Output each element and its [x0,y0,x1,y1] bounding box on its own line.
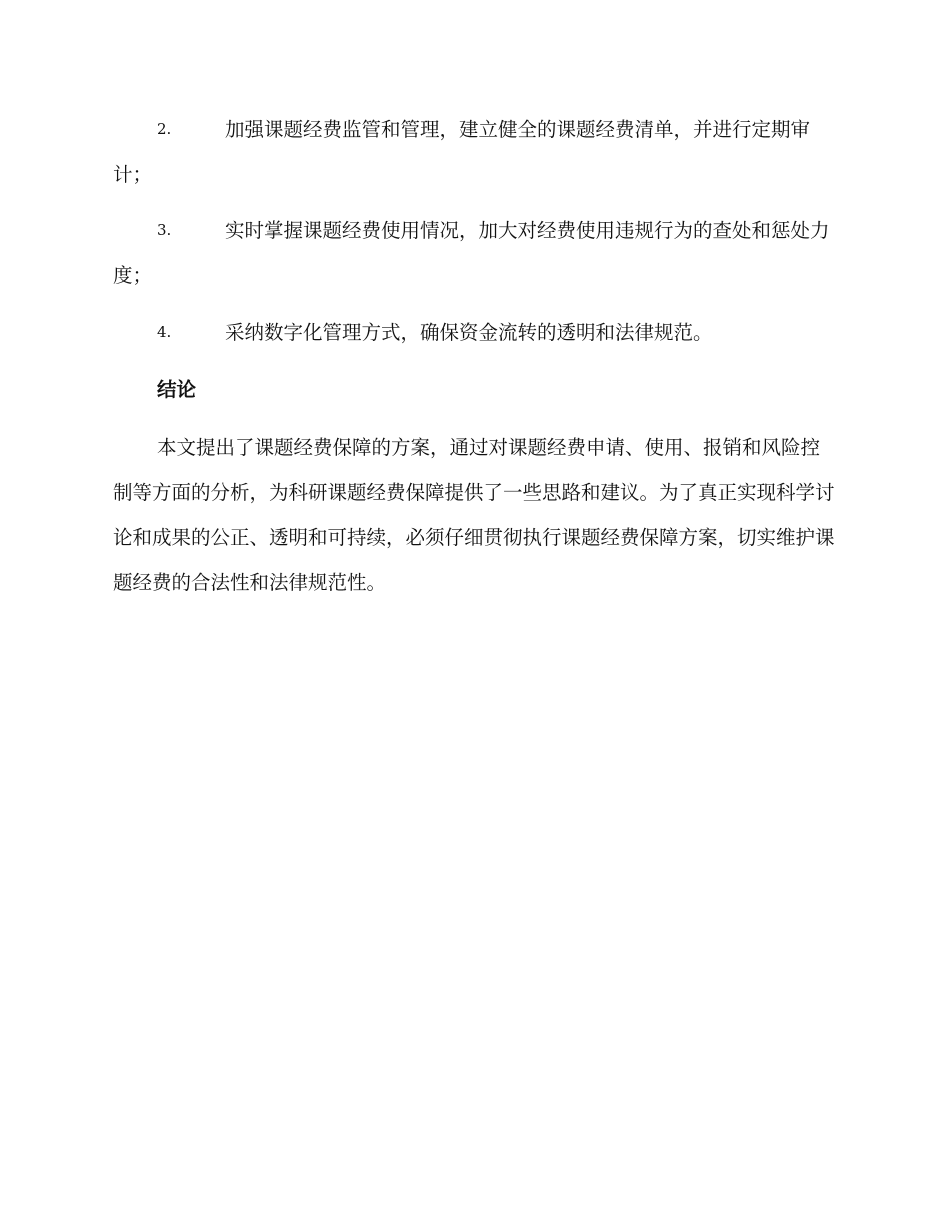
conclusion-heading: 结论 [157,378,197,401]
list-item-4: 采纳数字化管理方式，确保资金流转的透明和法律规范。 [225,321,713,344]
list-item-number-3: 3. [157,221,172,239]
list-item-3: 实时掌握课题经费使用情况，加大对经费使用违规行为的查处和惩处力度； [113,219,830,287]
list-item-number-4: 4. [157,323,172,341]
list-item-number-2: 2. [157,120,172,138]
list-item-2: 加强课题经费监管和管理，建立健全的课题经费清单，并进行定期审计； [113,118,811,186]
conclusion-paragraph: 本文提出了课题经费保障的方案，通过对课题经费申请、使用、报销和风险控制等方面的分析，为科研课题经费保障提供了一些思路和建议。为了真正实现科学讨论和成果的公正、透明和可持续，必须仔细贯彻执行课题经费保障方案，切实维护课题经费的合法性和法律规范性。 [113,436,835,594]
